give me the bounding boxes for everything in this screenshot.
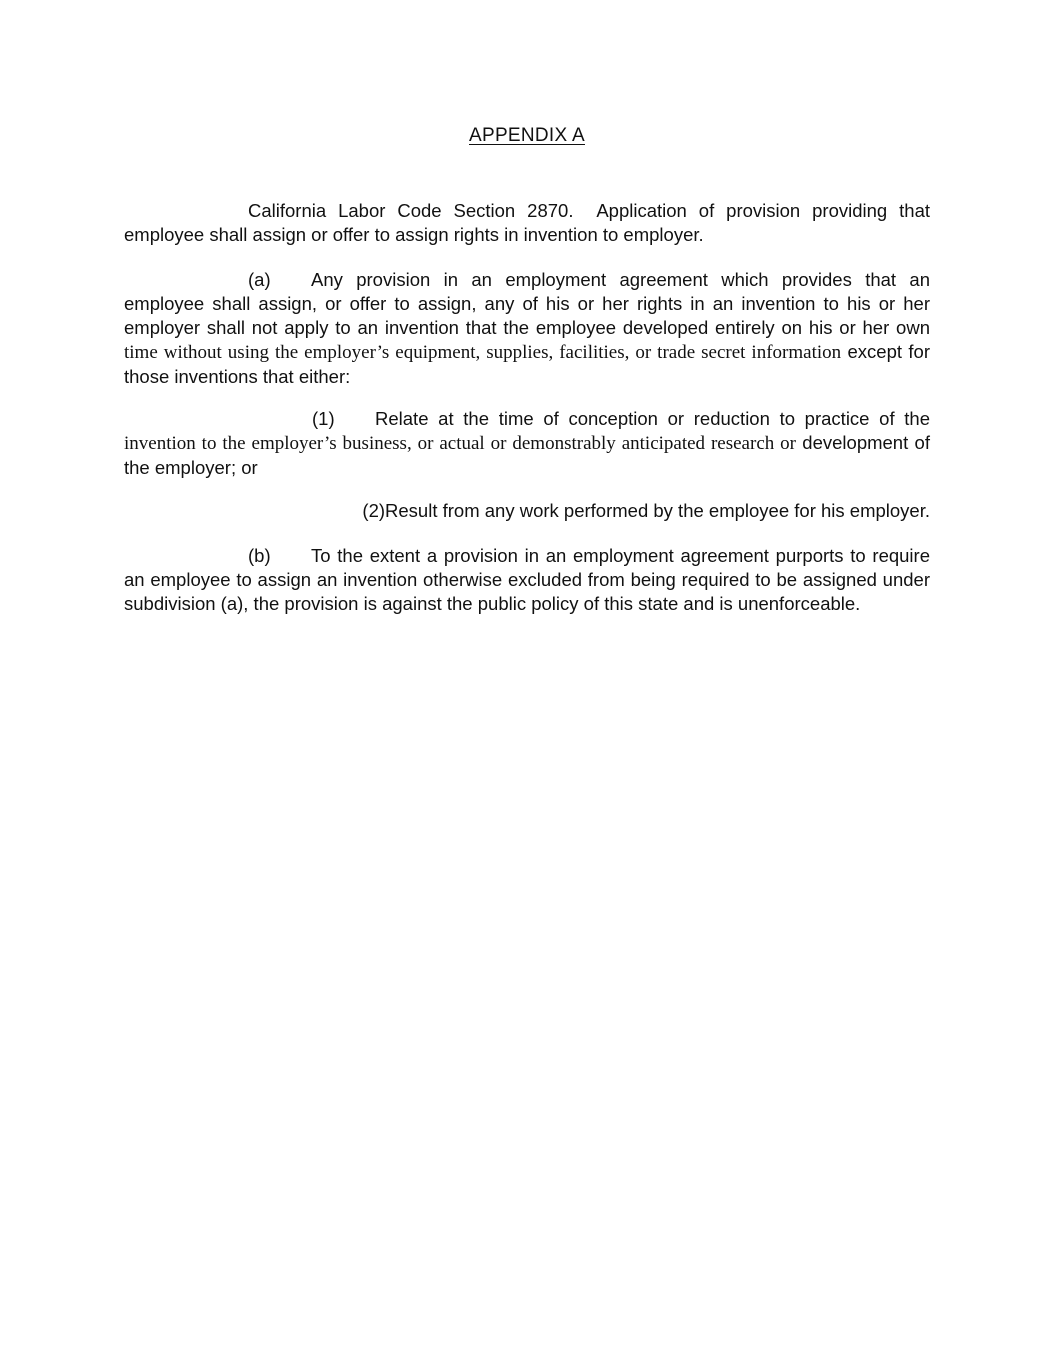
- section-a-text-1: Any provision in an employment agreement which provides that an employee shall assign, or offer to assign, any of his or her rights in an invention to his or her employer shall not apply to an invention that the employee developed entirely on his or her own: [124, 269, 930, 338]
- page-title: APPENDIX A: [469, 125, 585, 146]
- document-page: [124, 0, 930, 1365]
- item-2-label: (2): [362, 500, 386, 521]
- section-a-text-2: time without using the employer’s equipment, supplies, facilities, or trade secret information: [124, 342, 842, 363]
- section-b-label: (b): [248, 545, 271, 566]
- section-b-paragraph: [124, 544, 930, 616]
- section-a-text-3: except for those inventions that either:: [124, 341, 930, 387]
- statute-heading: Application of provision providing that employee shall assign or offer to assign rights in invention to employer.: [124, 200, 931, 245]
- intro-paragraph: [124, 199, 930, 247]
- item-1-label: (1): [312, 408, 335, 429]
- statute-citation: California Labor Code Section 2870.: [248, 200, 574, 221]
- section-b-text: To the extent a provision in an employment agreement purports to require an employee to assign an invention otherwise excluded from being required to be assigned under subdivision (a), the provision is against the public policy of this state and is unenforceable.: [124, 545, 930, 614]
- item-1-text-2: invention to the employer’s business, or actual or demonstrably anticipated research or: [124, 433, 796, 454]
- item-2-paragraph: [124, 499, 930, 523]
- item-1-text-3: development of the employer; or: [124, 432, 930, 478]
- section-a-paragraph: [124, 268, 930, 389]
- item-1-text-1: Relate at the time of conception or reduction to practice of the: [375, 408, 930, 429]
- item-1-paragraph: [124, 407, 930, 480]
- section-a-label: (a): [248, 269, 271, 290]
- item-2-text: Result from any work performed by the employee for his employer.: [385, 500, 930, 521]
